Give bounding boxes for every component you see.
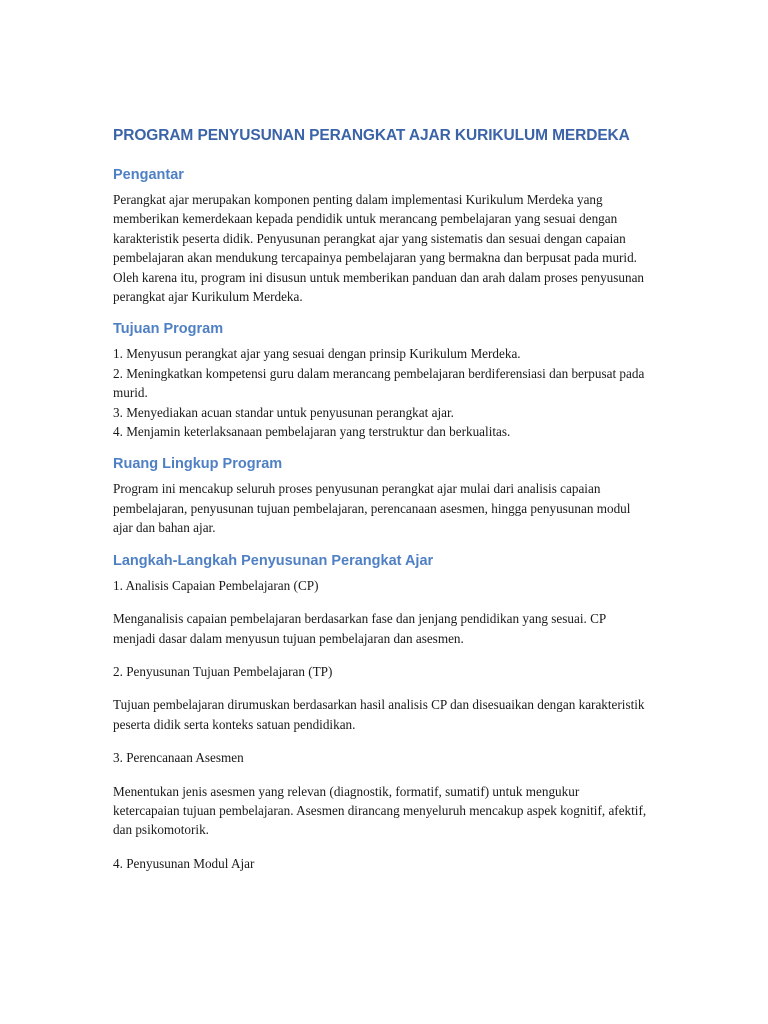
ruang-lingkup-paragraph: Program ini mencakup seluruh proses penyusunan perangkat ajar mulai dari analisis capaian pembelajaran, penyusunan tujuan pembelajaran, perencanaan asesmen, hingga penyusunan modul ajar dan bahan ajar. xyxy=(113,481,631,536)
section-heading-langkah: Langkah-Langkah Penyusunan Perangkat Ajar xyxy=(113,552,434,569)
list-item: 1. Menyusun perangkat ajar yang sesuai dengan prinsip Kurikulum Merdeka. xyxy=(113,346,521,362)
list-item: 3. Menyediakan acuan standar untuk penyusunan perangkat ajar. xyxy=(113,404,454,420)
step-label: 1. Analisis Capaian Pembelajaran (CP) xyxy=(113,577,319,593)
pengantar-paragraph: Perangkat ajar merupakan komponen penting dalam implementasi Kurikulum Merdeka yang memberikan kemerdekaan kepada pendidik untuk merancang pembelajaran yang sesuai dengan karakteristik peserta didik. Penyusunan perangkat ajar yang sistematis dan sesuai dengan capaian pembelajaran akan mendukung tercapainya pembelajaran yang bermakna dan berpusat pada murid. Oleh karena itu, program ini disusun untuk memberikan panduan dan arah dalam proses penyusunan perangkat ajar Kurikulum Merdeka. xyxy=(113,192,645,305)
step-text: Menentukan jenis asesmen yang relevan (diagnostik, formatif, sumatif) untuk mengukur ketercapaian tujuan pembelajaran. Asesmen dirancang menyeluruh mencakup aspek kognitif, afektif, dan psikomotorik. xyxy=(113,783,647,838)
step-text: Tujuan pembelajaran dirumuskan berdasarkan hasil analisis CP dan disesuaikan dengan karakteristik peserta didik serta konteks satuan pendidikan. xyxy=(113,697,645,732)
section-ruang-lingkup xyxy=(113,455,648,537)
section-pengantar xyxy=(113,166,648,306)
section-langkah xyxy=(113,552,648,873)
list-item: 2. Meningkatkan kompetensi guru dalam merancang pembelajaran berdiferensiasi dan berpusat pada murid. xyxy=(113,365,645,401)
section-heading-ruang-lingkup: Ruang Lingkup Program xyxy=(113,456,283,473)
section-heading-tujuan: Tujuan Program xyxy=(113,321,224,338)
step-label: 2. Penyusunan Tujuan Pembelajaran (TP) xyxy=(113,663,333,679)
step-label: 4. Penyusunan Modul Ajar xyxy=(113,855,255,871)
section-heading-pengantar: Pengantar xyxy=(113,167,184,183)
step-text: Menganalisis capaian pembelajaran berdasarkan fase dan jenjang pendidikan yang sesuai. CP menjadi dasar dalam menyusun tujuan pembelajaran dan asesmen. xyxy=(113,611,606,646)
page-title: PROGRAM PENYUSUNAN PERANGKAT AJAR KURIKULUM MERDEKA xyxy=(113,127,630,144)
section-tujuan xyxy=(113,320,648,441)
list-item: 4. Menjamin keterlaksanaan pembelajaran yang terstruktur dan berkualitas. xyxy=(113,424,511,440)
step-label: 3. Perencanaan Asesmen xyxy=(113,750,244,766)
